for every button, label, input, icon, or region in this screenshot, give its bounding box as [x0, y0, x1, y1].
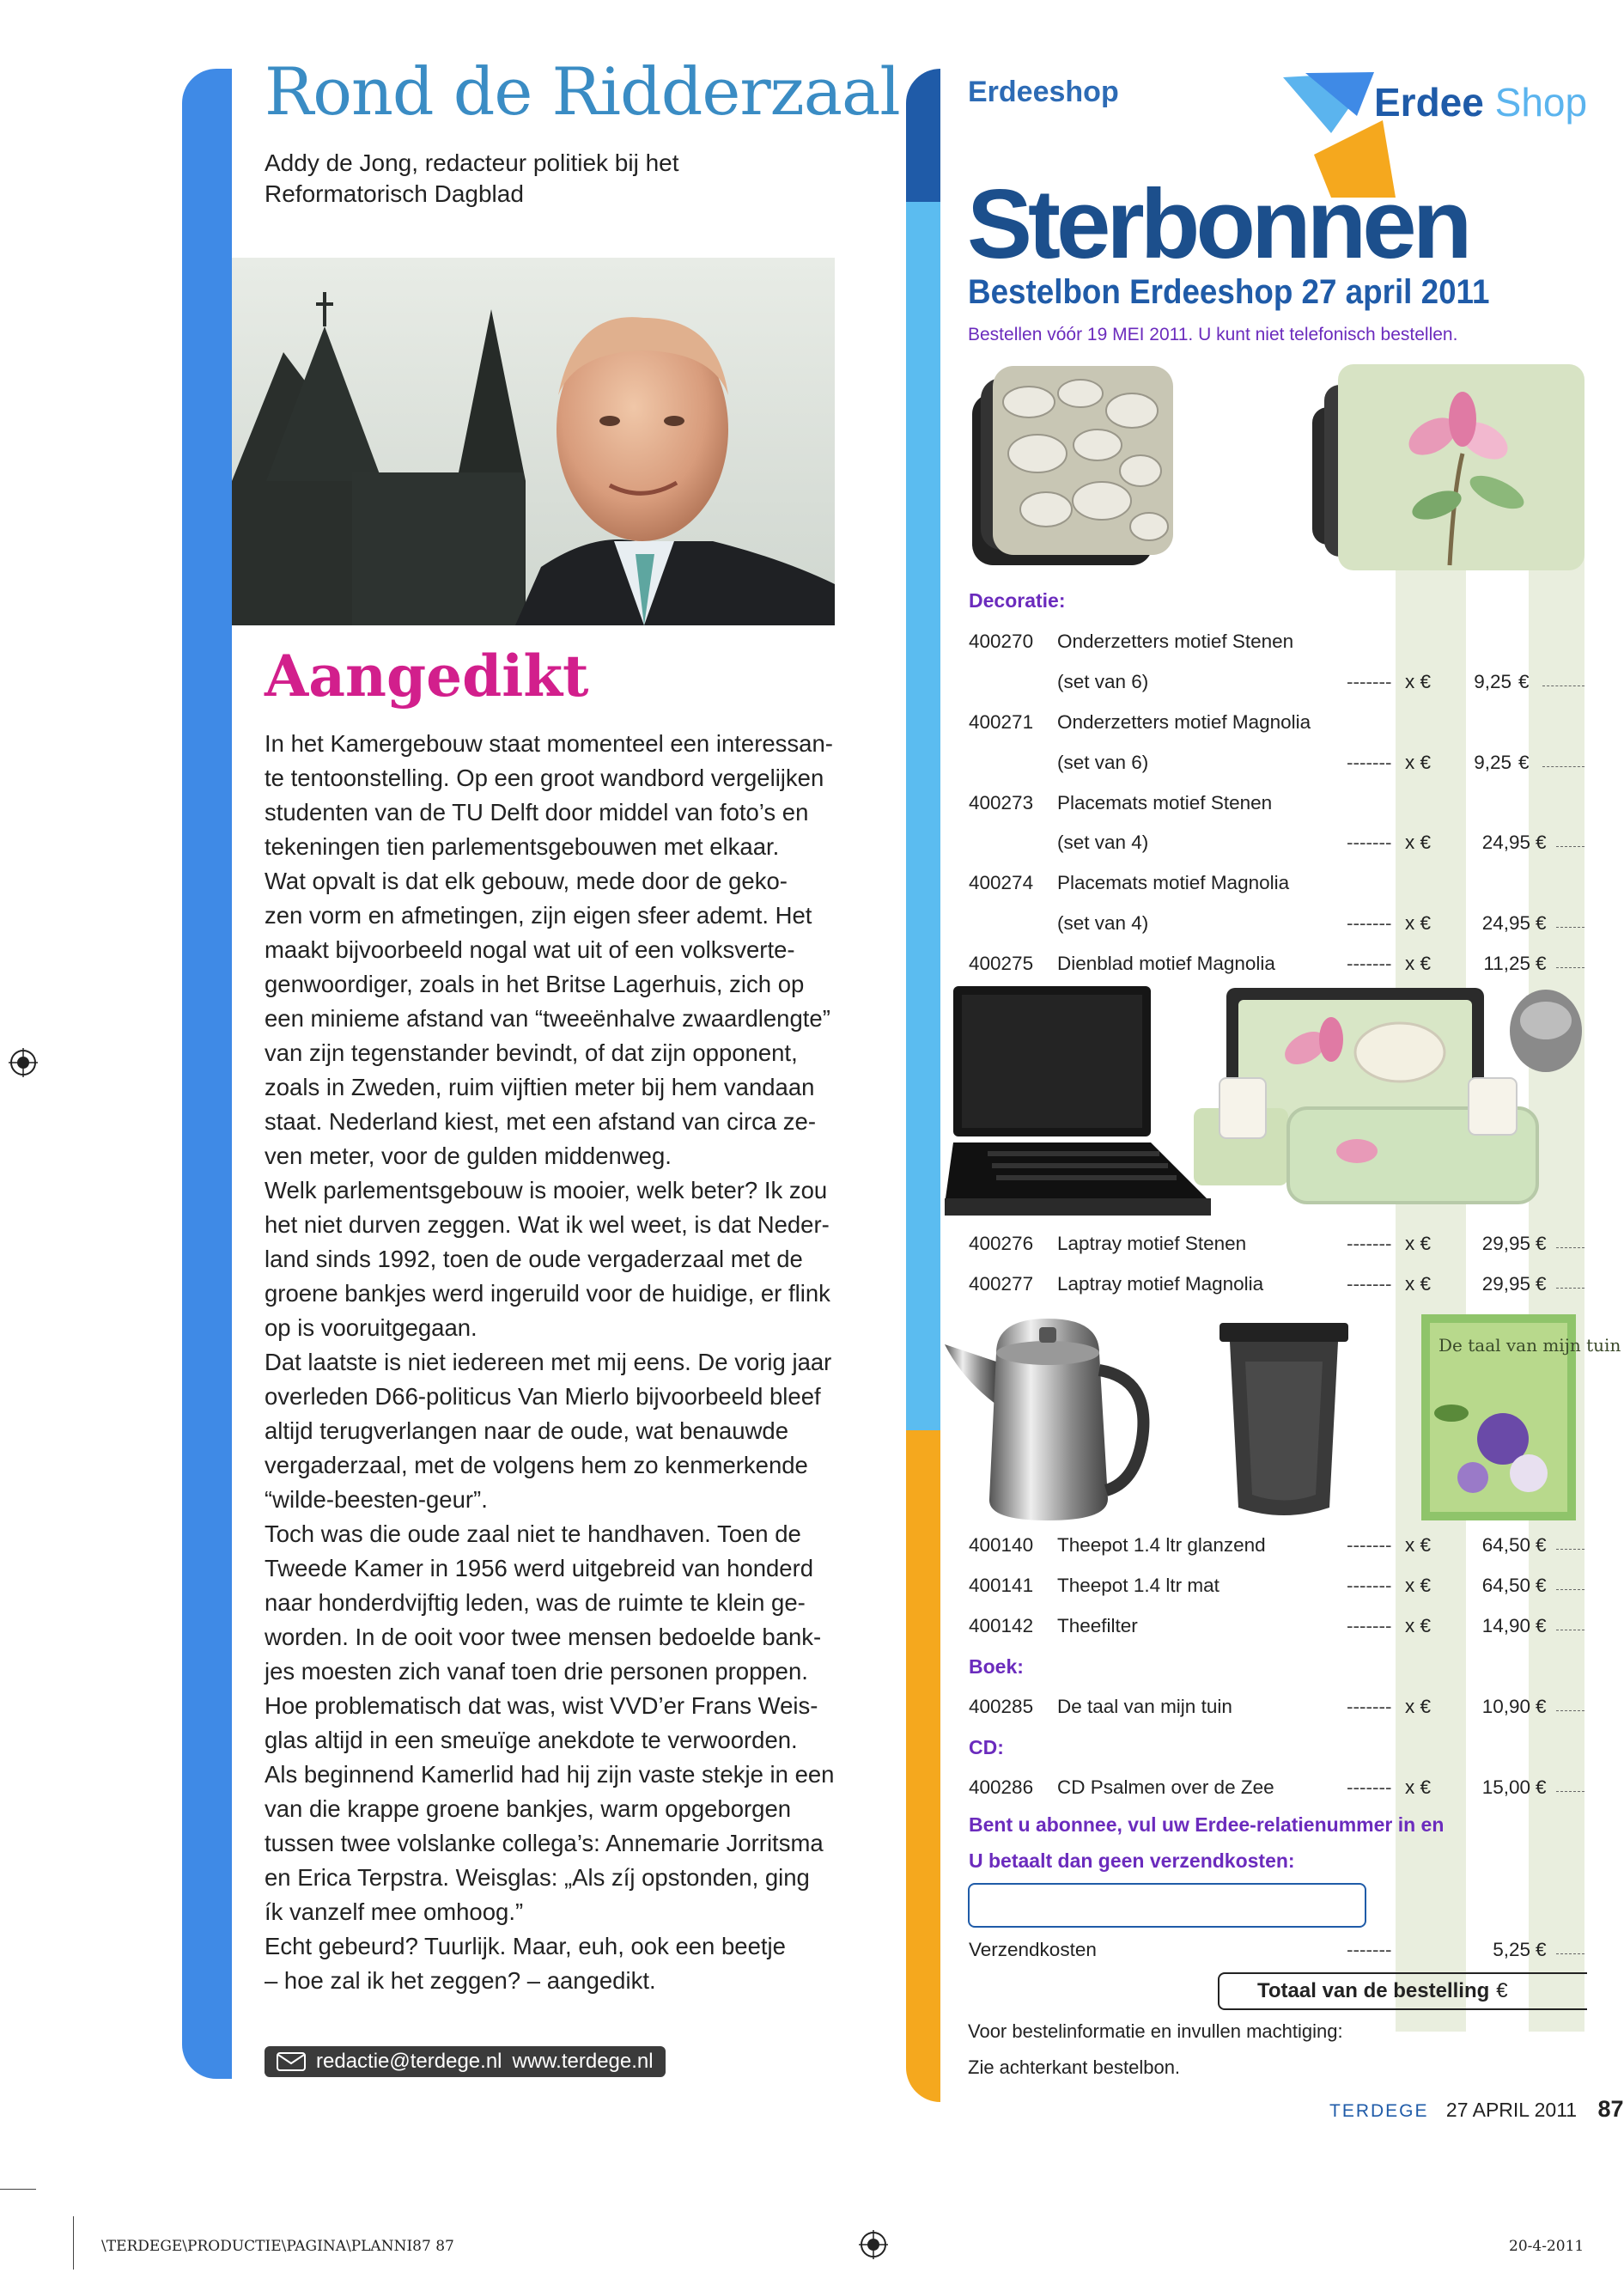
quantity-field[interactable]: -------: [1347, 1696, 1392, 1717]
crop-mark: [0, 2189, 36, 2190]
article-line: Als beginnend Kamerlid had hij zijn vaste stekje in een: [265, 1761, 835, 1788]
order-row: [969, 1776, 1584, 1802]
item-description: Laptray motief Magnolia: [1057, 1273, 1264, 1295]
item-code: 400273: [969, 792, 1034, 813]
article-line: studenten van de TU Delft door middel van foto’s en: [265, 799, 809, 826]
quantity-field[interactable]: -------: [1347, 912, 1392, 934]
logo-word-shop: Shop: [1494, 80, 1588, 125]
article-line: overleden D66-politicus Van Mierlo bijvoorbeeld bleef: [265, 1383, 821, 1410]
order-row: [969, 752, 1584, 777]
article-line: zen vorm en afmetingen, zijn eigen sfeer ademt. Het: [265, 902, 812, 929]
multiply-euro: x €: [1405, 953, 1432, 974]
total-field[interactable]: [1556, 1791, 1584, 1792]
order-row: [969, 711, 1584, 737]
article-line: – hoe zal ik het zeggen? – aangedikt.: [265, 1967, 656, 1994]
article-heading: Aangedikt: [265, 643, 589, 710]
item-description: Onderzetters motief Stenen: [1057, 631, 1294, 652]
multiply-euro: x €: [1405, 1575, 1432, 1596]
subscriber-instruction-2: U betaalt dan geen verzendkosten:: [969, 1849, 1295, 1872]
total-field[interactable]: [1556, 1247, 1584, 1248]
item-price: 9,25: [1474, 752, 1511, 773]
article-line: groene bankjes werd ingeruild voor de huidige, er flink: [265, 1280, 830, 1307]
item-price: 64,50: [1481, 1575, 1530, 1596]
article-line: Hoe problematisch dat was, wist VVD’er Frans Weis-: [265, 1692, 818, 1719]
currency-symbol: €: [1518, 752, 1530, 773]
order-row: [969, 631, 1584, 656]
article-line: Dat laatste is niet iedereen met mij eens. De vorig jaar: [265, 1349, 832, 1375]
order-deadline-note: Bestellen vóór 19 MEI 2011. U kunt niet telefonisch bestellen.: [968, 325, 1458, 344]
article-line: zoals in Zweden, ruim vijftien meter bij hem vandaan: [265, 1074, 815, 1100]
article-line: ík vanzelf mee omhoog.”: [265, 1898, 524, 1925]
article-body: [265, 727, 850, 1998]
left-accent-bar: [182, 69, 232, 2079]
section-decoratie: Decoratie:: [969, 589, 1066, 612]
order-row: [969, 912, 1584, 938]
contact-website-link[interactable]: www.terdege.nl: [512, 2050, 654, 2073]
total-field[interactable]: [1556, 1549, 1584, 1550]
print-slug-date: 20-4-2011: [1509, 2238, 1584, 2255]
author-byline: [265, 148, 780, 210]
article-line: vergaderzaal, met de volgens hem zo kenmerkende: [265, 1452, 808, 1478]
envelope-icon: [277, 2052, 306, 2071]
order-row: [969, 832, 1584, 857]
article-line: van die krappe groene bankjes, warm opgeborgen: [265, 1795, 792, 1822]
laptray-product-image: [953, 979, 1584, 1224]
order-row: [969, 1615, 1584, 1641]
currency-symbol: €: [1518, 671, 1530, 692]
item-code: 400141: [969, 1575, 1034, 1596]
shipping-total-field: [1556, 1953, 1584, 1954]
item-code: 400285: [969, 1696, 1034, 1717]
section-boek: Boek:: [969, 1655, 1024, 1678]
currency-symbol: €: [1536, 1233, 1547, 1254]
right-accent-bar-top: [906, 69, 940, 202]
shipping-price: 5,25: [1493, 1939, 1530, 1960]
logo-wordmark: [1374, 79, 1587, 125]
total-field[interactable]: [1556, 1288, 1584, 1289]
item-code: 400286: [969, 1776, 1034, 1798]
section-cd: CD:: [969, 1736, 1004, 1758]
item-code: 400274: [969, 872, 1034, 893]
quantity-field[interactable]: -------: [1347, 671, 1392, 692]
item-description: (set van 6): [1057, 752, 1149, 773]
total-field[interactable]: [1542, 766, 1584, 767]
item-description: Theepot 1.4 ltr mat: [1057, 1575, 1220, 1596]
item-price: 14,90: [1481, 1615, 1530, 1636]
quantity-field[interactable]: -------: [1347, 1273, 1392, 1295]
article-line: ven meter, voor de gulden middenweg.: [265, 1142, 672, 1169]
total-field[interactable]: [1556, 967, 1584, 968]
currency-symbol: €: [1536, 1939, 1547, 1960]
registration-mark-icon: [9, 1048, 38, 1077]
item-description: Theefilter: [1057, 1615, 1138, 1636]
item-description: Placemats motief Magnolia: [1057, 872, 1290, 893]
author-photo-illustration: [232, 258, 835, 625]
item-price: 29,95: [1481, 1273, 1530, 1295]
order-form-subtitle: Bestelbon Erdeeshop 27 april 2011: [968, 273, 1490, 311]
coasters-product-image: [969, 359, 1584, 584]
total-field[interactable]: [1556, 927, 1584, 928]
article-line: en Erica Terpstra. Weisglas: „Als zíj opstonden, ging: [265, 1864, 810, 1891]
quantity-field[interactable]: -------: [1347, 1776, 1392, 1798]
article-line: maakt bijvoorbeeld nogal wat uit of een volksverte-: [265, 936, 795, 963]
order-row: [969, 953, 1584, 978]
order-row: [969, 1233, 1584, 1258]
byline-line-2: Reformatorisch Dagblad: [265, 180, 524, 207]
crop-mark: [73, 2216, 74, 2270]
issue-date: 27 APRIL 2011: [1445, 2099, 1578, 2121]
currency-symbol: €: [1536, 1776, 1547, 1798]
order-total-label: Totaal van de bestelling: [1257, 1979, 1490, 2002]
logo-word-erdee: Erdee: [1374, 80, 1484, 125]
article-line: land sinds 1992, toen de oude vergaderzaal met de: [265, 1246, 803, 1272]
order-total-currency: €: [1496, 1979, 1508, 2002]
multiply-euro: x €: [1405, 832, 1432, 853]
order-total-field[interactable]: [1218, 1972, 1587, 2010]
item-price: 24,95: [1481, 912, 1530, 934]
total-field[interactable]: [1556, 1710, 1584, 1711]
multiply-euro: x €: [1405, 1534, 1432, 1556]
column-title: Rond de Ridderzaal: [265, 53, 900, 130]
right-accent-bar-bottom: [906, 1430, 940, 2102]
order-row: [969, 1696, 1584, 1721]
article-line: staat. Nederland kiest, met een afstand van circa ze-: [265, 1108, 816, 1135]
currency-symbol: €: [1536, 1273, 1547, 1295]
item-description: De taal van mijn tuin: [1057, 1696, 1232, 1717]
multiply-euro: x €: [1405, 1273, 1432, 1295]
order-row: [969, 1273, 1584, 1299]
article-line: “wilde-beesten-geur”.: [265, 1486, 488, 1513]
multiply-euro: x €: [1405, 912, 1432, 934]
item-code: 400142: [969, 1615, 1034, 1636]
item-price: 11,25: [1483, 953, 1530, 974]
item-price: 29,95: [1481, 1233, 1530, 1254]
article-line: het niet durven zeggen. Wat ik wel weet, is dat Neder-: [265, 1211, 830, 1238]
article-line: een minieme afstand van “tweeënhalve zwaardlengte”: [265, 1005, 830, 1032]
item-description: (set van 6): [1057, 671, 1149, 692]
article-line: van zijn tegenstander bevindt, of dat zijn opponent,: [265, 1039, 798, 1066]
subscriber-instruction: Bent u abonnee, vul uw Erdee-relatienummer in en: [969, 1813, 1445, 1836]
multiply-euro: x €: [1405, 671, 1432, 692]
multiply-euro: x €: [1405, 1233, 1432, 1254]
magazine-brand: TERDEGE: [1329, 2101, 1429, 2121]
page-number: 87: [1597, 2096, 1624, 2122]
order-row: [969, 872, 1584, 898]
article-line: altijd terugverlangen naar de oude, wat benauwde: [265, 1417, 789, 1444]
teapot-filter-book-image: [910, 1310, 1621, 1529]
article-line: te tentoonstelling. Op een groot wandbord vergelijken: [265, 765, 824, 791]
article-line: tussen twee volslanke collega’s: Annemarie Jorritsma: [265, 1830, 824, 1856]
multiply-euro: x €: [1405, 1615, 1432, 1636]
item-code: 400275: [969, 953, 1034, 974]
item-description: Placemats motief Stenen: [1057, 792, 1273, 813]
item-price: 10,90: [1481, 1696, 1530, 1717]
order-row: [969, 1575, 1584, 1600]
shop-label: Erdeeshop: [968, 76, 1119, 108]
quantity-field[interactable]: -------: [1347, 1575, 1392, 1596]
order-row: [969, 1534, 1584, 1560]
article-line: Echt gebeurd? Tuurlijk. Maar, euh, ook een beetje: [265, 1933, 786, 1959]
contact-email-link[interactable]: redactie@terdege.nl: [316, 2050, 502, 2073]
article-line: genwoordiger, zoals in het Britse Lagerhuis, zich op: [265, 971, 805, 997]
currency-symbol: €: [1536, 1534, 1547, 1556]
article-line: Wat opvalt is dat elk gebouw, mede door de geko-: [265, 868, 788, 894]
shop-title: Sterbonnen: [967, 170, 1469, 279]
item-price: 24,95: [1481, 832, 1530, 853]
item-code: 400271: [969, 711, 1034, 733]
shipping-row: [969, 1939, 1584, 1965]
item-code: 400270: [969, 631, 1034, 652]
order-info-line-1: Voor bestelinformatie en invullen machtiging:: [968, 2020, 1343, 2042]
byline-line-1: Addy de Jong, redacteur politiek bij het: [265, 149, 679, 176]
item-description: CD Psalmen over de Zee: [1057, 1776, 1274, 1798]
multiply-euro: x €: [1405, 1696, 1432, 1717]
total-field[interactable]: [1556, 1589, 1584, 1590]
article-line: op is vooruitgegaan.: [265, 1314, 477, 1341]
currency-symbol: €: [1536, 1696, 1547, 1717]
relation-number-input[interactable]: [968, 1883, 1366, 1928]
item-description: Onderzetters motief Magnolia: [1057, 711, 1311, 733]
quantity-field[interactable]: -------: [1347, 752, 1392, 773]
quantity-field[interactable]: -------: [1347, 832, 1392, 853]
right-accent-bar-middle: [906, 202, 940, 1430]
shipping-label: Verzendkosten: [969, 1939, 1097, 1960]
currency-symbol: €: [1536, 832, 1547, 853]
book-title-text: De taal van mijn tuin: [1438, 1335, 1621, 1356]
item-code: 400276: [969, 1233, 1034, 1254]
currency-symbol: €: [1536, 953, 1547, 974]
item-price: 64,50: [1481, 1534, 1530, 1556]
article-line: tekeningen tien parlementsgebouwen met elkaar.: [265, 833, 780, 860]
item-price: 15,00: [1481, 1776, 1530, 1798]
contact-box: [265, 2046, 666, 2077]
quantity-field[interactable]: -------: [1347, 1534, 1392, 1556]
item-price: 9,25: [1474, 671, 1511, 692]
total-field[interactable]: [1556, 846, 1584, 847]
currency-symbol: €: [1536, 1615, 1547, 1636]
article-line: In het Kamergebouw staat momenteel een interessan-: [265, 730, 833, 757]
currency-symbol: €: [1536, 912, 1547, 934]
item-description: Theepot 1.4 ltr glanzend: [1057, 1534, 1266, 1556]
multiply-euro: x €: [1405, 1776, 1432, 1798]
author-photo: [232, 258, 835, 625]
quantity-field[interactable]: -------: [1347, 1233, 1392, 1254]
item-description: (set van 4): [1057, 912, 1149, 934]
magazine-footer: [1329, 2096, 1624, 2123]
article-line: Toch was die oude zaal niet te handhaven. Toen de: [265, 1520, 801, 1547]
item-description: Laptray motief Stenen: [1057, 1233, 1247, 1254]
shipping-dots: -------: [1347, 1939, 1392, 1960]
article-line: glas altijd in een smeuïge anekdote te verwoorden.: [265, 1727, 798, 1753]
order-info-line-2: Zie achterkant bestelbon.: [968, 2056, 1181, 2078]
item-code: 400277: [969, 1273, 1034, 1295]
currency-symbol: €: [1536, 1575, 1547, 1596]
quantity-field[interactable]: -------: [1347, 953, 1392, 974]
article-line: naar honderdvijftig leden, was de ruimte te klein ge-: [265, 1589, 806, 1616]
article-line: Tweede Kamer in 1956 werd uitgebreid van honderd: [265, 1555, 814, 1581]
print-slug-path: \TERDEGE\PRODUCTIE\PAGINA\PLANNI87 87: [101, 2238, 454, 2255]
article-line: worden. In de ooit voor twee mensen bedoelde bank-: [265, 1624, 822, 1650]
quantity-field[interactable]: -------: [1347, 1615, 1392, 1636]
item-code: 400140: [969, 1534, 1034, 1556]
article-line: jes moesten zich vanaf toen drie personen proppen.: [265, 1658, 808, 1685]
item-description: (set van 4): [1057, 832, 1149, 853]
item-description: Dienblad motief Magnolia: [1057, 953, 1275, 974]
multiply-euro: x €: [1405, 752, 1432, 773]
order-row: [969, 671, 1584, 697]
order-row: [969, 792, 1584, 818]
article-line: Welk parlementsgebouw is mooier, welk beter? Ik zou: [265, 1177, 828, 1203]
registration-mark-icon: [859, 2230, 888, 2259]
